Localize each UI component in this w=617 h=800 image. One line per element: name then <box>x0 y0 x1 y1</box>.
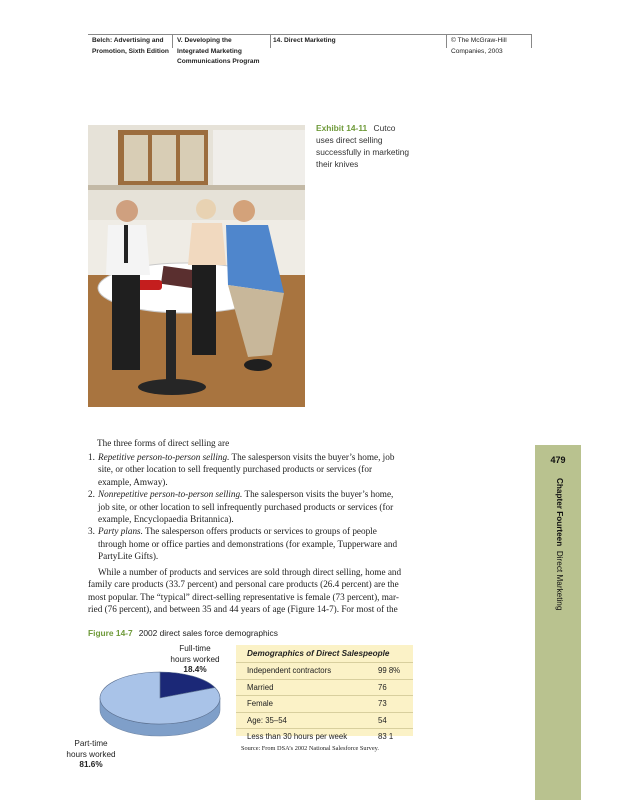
exhibit-photo <box>88 125 305 407</box>
table-row <box>236 712 413 729</box>
row-value: 54 <box>378 715 387 725</box>
figure-title-text: 2002 direct sales force demographics <box>138 628 278 638</box>
row-label: Independent contractors <box>247 666 332 675</box>
header-line: Belch: Advertising and <box>92 37 164 44</box>
header-divider <box>531 34 532 48</box>
list-number: 2. <box>88 489 95 500</box>
paragraph-line: most popular. The “typical” direct-selling representative is female (73 percent), mar- <box>88 591 399 602</box>
header-divider <box>270 34 271 48</box>
parttime-label <box>56 739 126 771</box>
row-label: Female <box>247 699 273 708</box>
header-line: V. Developing the <box>177 37 232 44</box>
figure-source: Source: From DSA’s 2002 National Salesforce Survey. <box>241 745 379 752</box>
list-text: site, or other location to sell frequently purchased products or services (for <box>98 464 373 475</box>
pie-chart <box>94 666 228 746</box>
caption-text: their knives <box>316 159 359 169</box>
header-line: © The McGraw-Hill <box>451 37 507 44</box>
figure-title <box>88 628 278 638</box>
list-text: through home or office parties and demonstrations (for example, Tupperware and <box>98 538 398 549</box>
header-copyright <box>451 36 507 57</box>
pie-label-value: 18.4% <box>183 665 207 674</box>
sidebar-chapter-title <box>552 478 566 628</box>
list-number: 3. <box>88 526 95 537</box>
list-text: The salesperson visits the buyer’s home, job <box>229 452 395 462</box>
caption-text: successfully in marketing <box>316 147 410 157</box>
list-text: PartyLite Gifts). <box>98 551 159 562</box>
table-row <box>236 679 413 696</box>
sidebar-chapter-name: Direct Marketing <box>555 550 564 611</box>
pie-label-line: hours worked <box>66 749 116 759</box>
caption-text: uses direct selling <box>316 135 383 145</box>
row-value: 76 <box>378 682 387 692</box>
header-line: Communications Program <box>177 58 260 65</box>
list-text: The salesperson visits the buyer’s home, <box>242 489 394 500</box>
paragraph-line: While a number of products and services are sold through direct selling, home and <box>98 567 402 577</box>
row-value: 99 8% <box>378 666 401 675</box>
list-number: 1. <box>88 452 95 462</box>
pie-label-line: Full-time <box>179 644 211 653</box>
row-value: 83 1 <box>378 732 394 741</box>
intro-sentence: The three forms of direct selling are <box>97 438 230 448</box>
header-book <box>92 36 169 57</box>
table-title: Demographics of Direct Salespeople <box>247 649 390 658</box>
header-chapter: 14. Direct Marketing <box>273 37 336 44</box>
row-value: 73 <box>378 699 387 708</box>
list-text: example, Encyclopaedia Britannica). <box>98 514 234 525</box>
row-label: Married <box>247 682 274 692</box>
header-line: Integrated Marketing <box>177 47 242 55</box>
caption-text: Cutco <box>373 123 396 133</box>
header-line: Companies, 2003 <box>451 47 503 55</box>
exhibit-label: Exhibit 14-11 <box>316 123 368 133</box>
list-item <box>88 451 413 488</box>
header-part <box>177 36 259 68</box>
list-text: example, Amway). <box>98 476 168 487</box>
table-row <box>236 662 413 679</box>
header-rule <box>88 34 532 35</box>
figure-label: Figure 14-7 <box>88 628 133 638</box>
demographics-table <box>236 645 413 741</box>
list-text: The salesperson offers products or services to groups of people <box>142 526 377 537</box>
row-label: Less than 30 hours per week <box>247 732 348 741</box>
exhibit-caption <box>316 122 428 170</box>
table-row <box>236 728 413 745</box>
list-item <box>88 488 413 525</box>
row-label: Age: 35–54 <box>247 715 287 725</box>
body-paragraph <box>88 566 418 616</box>
header-divider <box>172 34 173 48</box>
page-number: 479 <box>550 455 566 465</box>
list-term: Party plans. <box>98 526 143 537</box>
list-term: Repetitive person-to-person selling. <box>98 452 230 462</box>
list-term: Nonrepetitive person-to-person selling. <box>98 489 243 500</box>
list-text: job site, or other location to sell infrequently purchased products or services (for <box>98 501 394 512</box>
list-item <box>88 525 413 562</box>
pie-label-line: Part-time <box>74 739 108 748</box>
header-divider <box>446 34 447 48</box>
pie-label-line: hours worked <box>170 654 220 664</box>
table-row <box>236 695 413 712</box>
direct-selling-forms-list <box>88 451 413 563</box>
paragraph-line: ried (76 percent), and between 35 and 44 years of age (Figure 14-7). For most of the <box>88 604 398 615</box>
sidebar-chapter-label: Chapter Fourteen <box>555 478 564 547</box>
header-line: Promotion, Sixth Edition <box>92 47 169 55</box>
pie-label-value: 81.6% <box>79 760 103 769</box>
paragraph-line: family care products (33.7 percent) and personal care products (26.4 percent) are the <box>88 579 399 590</box>
